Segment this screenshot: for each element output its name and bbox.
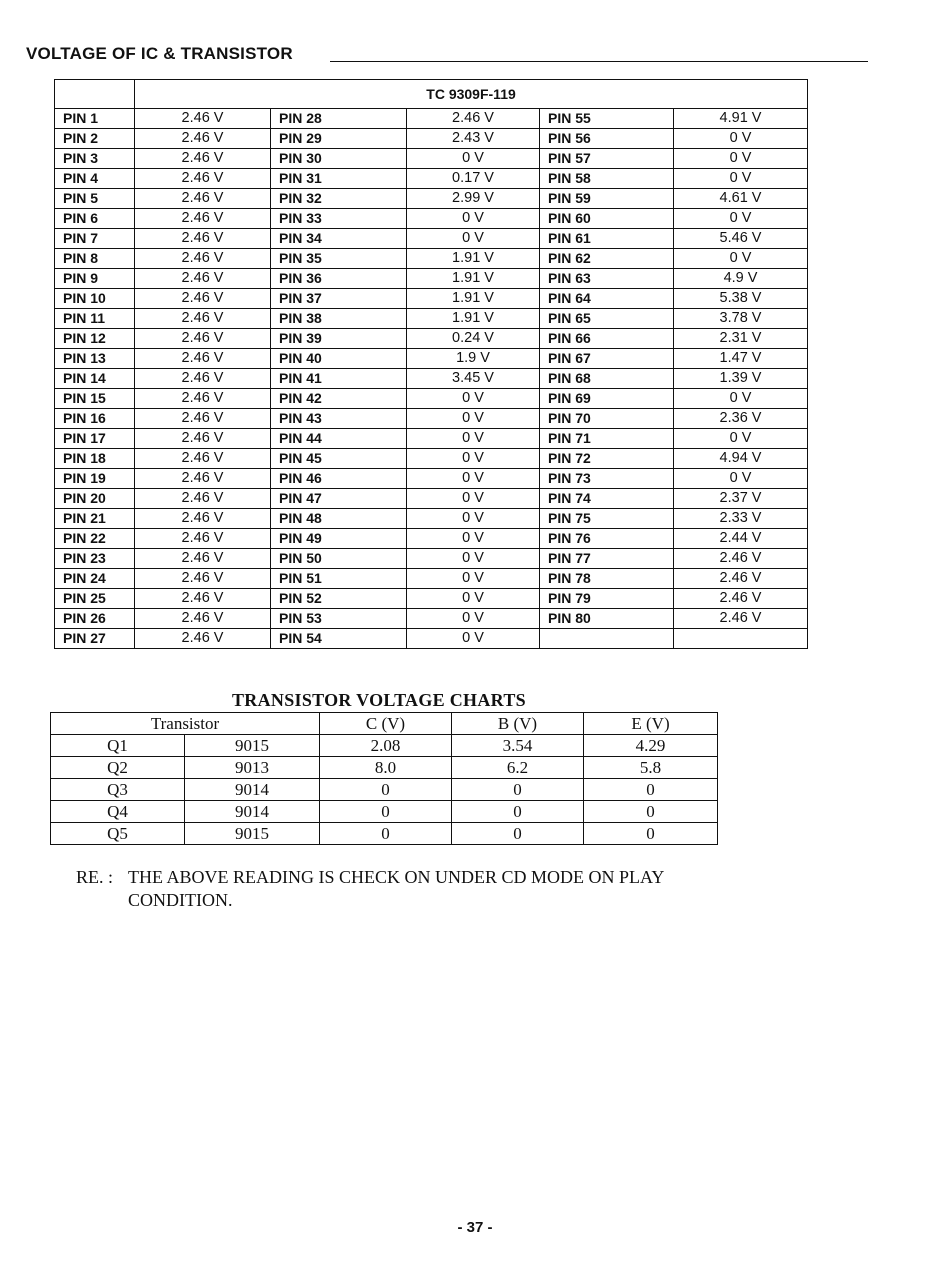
pin-voltage: 2.31 V xyxy=(674,329,808,349)
transistor-header-row xyxy=(51,713,718,735)
pin-voltage: 2.46 V xyxy=(135,289,271,309)
pin-voltage: 1.91 V xyxy=(407,269,540,289)
pin-voltage: 2.46 V xyxy=(674,589,808,609)
pin-label: PIN 39 xyxy=(271,329,407,349)
transistor-voltage-table xyxy=(50,712,718,845)
pin-voltage: 2.46 V xyxy=(135,489,271,509)
pin-voltage: 1.91 V xyxy=(407,309,540,329)
pin-label: PIN 52 xyxy=(271,589,407,609)
table-row xyxy=(55,209,808,229)
pin-voltage: 2.46 V xyxy=(135,129,271,149)
pin-label: PIN 11 xyxy=(55,309,135,329)
pin-label: PIN 1 xyxy=(55,109,135,129)
table-row xyxy=(55,489,808,509)
pin-voltage: 2.46 V xyxy=(135,469,271,489)
collector-voltage: 0 xyxy=(320,801,452,823)
pin-voltage: 2.46 V xyxy=(135,309,271,329)
pin-voltage: 0 V xyxy=(674,149,808,169)
pin-voltage: 2.46 V xyxy=(135,609,271,629)
pin-label: PIN 60 xyxy=(540,209,674,229)
pin-label: PIN 34 xyxy=(271,229,407,249)
pin-voltage: 0 V xyxy=(674,429,808,449)
pin-label: PIN 59 xyxy=(540,189,674,209)
note-line-1: THE ABOVE READING IS CHECK ON UNDER CD MODE ON PLAY xyxy=(128,867,665,887)
pin-label: PIN 57 xyxy=(540,149,674,169)
table-row xyxy=(55,629,808,649)
transistor-id: Q5 xyxy=(51,823,185,845)
pin-label: PIN 30 xyxy=(271,149,407,169)
table-row xyxy=(55,349,808,369)
table-row xyxy=(55,429,808,449)
pin-voltage: 0 V xyxy=(407,469,540,489)
pin-voltage: 0 V xyxy=(407,209,540,229)
pin-label: PIN 80 xyxy=(540,609,674,629)
pin-voltage: 3.45 V xyxy=(407,369,540,389)
pin-voltage: 2.46 V xyxy=(135,149,271,169)
table-row xyxy=(55,509,808,529)
pin-voltage: 5.46 V xyxy=(674,229,808,249)
pin-voltage: 2.46 V xyxy=(135,369,271,389)
pin-label: PIN 27 xyxy=(55,629,135,649)
pin-label: PIN 10 xyxy=(55,289,135,309)
pin-voltage xyxy=(674,629,808,649)
pin-voltage: 0 V xyxy=(407,229,540,249)
transistor-type: 9014 xyxy=(185,779,320,801)
pin-label: PIN 25 xyxy=(55,589,135,609)
pin-label: PIN 14 xyxy=(55,369,135,389)
table-row xyxy=(51,735,718,757)
pin-label: PIN 33 xyxy=(271,209,407,229)
pin-label: PIN 43 xyxy=(271,409,407,429)
table-row xyxy=(55,609,808,629)
table-row xyxy=(55,289,808,309)
ic-table-corner-cell xyxy=(55,80,135,109)
table-row xyxy=(55,549,808,569)
table-row xyxy=(55,329,808,349)
pin-label: PIN 68 xyxy=(540,369,674,389)
pin-voltage: 1.91 V xyxy=(407,289,540,309)
pin-label: PIN 38 xyxy=(271,309,407,329)
pin-label: PIN 77 xyxy=(540,549,674,569)
pin-label: PIN 44 xyxy=(271,429,407,449)
pin-voltage: 2.46 V xyxy=(407,109,540,129)
pin-voltage: 0 V xyxy=(674,169,808,189)
pin-label: PIN 9 xyxy=(55,269,135,289)
pin-label: PIN 37 xyxy=(271,289,407,309)
pin-voltage: 0 V xyxy=(674,129,808,149)
base-voltage: 0 xyxy=(452,801,584,823)
table-row xyxy=(51,801,718,823)
table-row xyxy=(55,309,808,329)
pin-voltage: 2.46 V xyxy=(135,449,271,469)
pin-voltage: 0.17 V xyxy=(407,169,540,189)
pin-label: PIN 35 xyxy=(271,249,407,269)
pin-label: PIN 78 xyxy=(540,569,674,589)
pin-voltage: 0 V xyxy=(407,429,540,449)
table-row xyxy=(55,569,808,589)
pin-voltage: 1.39 V xyxy=(674,369,808,389)
collector-voltage: 8.0 xyxy=(320,757,452,779)
pin-label: PIN 5 xyxy=(55,189,135,209)
page-number: - 37 - xyxy=(457,1219,493,1236)
transistor-type: 9014 xyxy=(185,801,320,823)
pin-voltage: 2.46 V xyxy=(135,209,271,229)
pin-label: PIN 19 xyxy=(55,469,135,489)
table-row xyxy=(51,757,718,779)
title-rule xyxy=(330,61,868,62)
pin-voltage: 0 V xyxy=(407,389,540,409)
pin-voltage: 2.46 V xyxy=(135,429,271,449)
pin-label: PIN 45 xyxy=(271,449,407,469)
pin-label: PIN 75 xyxy=(540,509,674,529)
pin-voltage: 2.46 V xyxy=(674,549,808,569)
base-voltage: 6.2 xyxy=(452,757,584,779)
ic-chip-name: TC 9309F-119 xyxy=(135,80,808,109)
pin-voltage: 2.46 V xyxy=(135,529,271,549)
pin-label: PIN 6 xyxy=(55,209,135,229)
pin-voltage: 0 V xyxy=(407,629,540,649)
emitter-voltage: 0 xyxy=(584,801,718,823)
pin-voltage: 1.91 V xyxy=(407,249,540,269)
pin-voltage: 4.9 V xyxy=(674,269,808,289)
pin-label: PIN 46 xyxy=(271,469,407,489)
pin-label: PIN 66 xyxy=(540,329,674,349)
pin-label: PIN 48 xyxy=(271,509,407,529)
pin-label xyxy=(540,629,674,649)
pin-voltage: 0 V xyxy=(407,529,540,549)
pin-label: PIN 65 xyxy=(540,309,674,329)
emitter-voltage: 0 xyxy=(584,823,718,845)
pin-voltage: 0 V xyxy=(674,389,808,409)
table-row xyxy=(55,449,808,469)
pin-label: PIN 4 xyxy=(55,169,135,189)
ic-voltage-table xyxy=(54,79,808,649)
pin-label: PIN 36 xyxy=(271,269,407,289)
transistor-type: 9015 xyxy=(185,735,320,757)
pin-voltage: 2.46 V xyxy=(674,609,808,629)
pin-voltage: 2.46 V xyxy=(135,169,271,189)
emitter-voltage: 4.29 xyxy=(584,735,718,757)
pin-label: PIN 32 xyxy=(271,189,407,209)
pin-voltage: 1.9 V xyxy=(407,349,540,369)
pin-label: PIN 54 xyxy=(271,629,407,649)
pin-label: PIN 70 xyxy=(540,409,674,429)
pin-label: PIN 2 xyxy=(55,129,135,149)
table-row xyxy=(55,469,808,489)
pin-label: PIN 62 xyxy=(540,249,674,269)
transistor-id: Q4 xyxy=(51,801,185,823)
pin-voltage: 0 V xyxy=(407,449,540,469)
table-row xyxy=(55,409,808,429)
pin-voltage: 2.46 V xyxy=(135,349,271,369)
pin-label: PIN 12 xyxy=(55,329,135,349)
table-row xyxy=(55,169,808,189)
table-row xyxy=(51,823,718,845)
table-row xyxy=(55,109,808,129)
pin-voltage: 0 V xyxy=(407,509,540,529)
pin-label: PIN 13 xyxy=(55,349,135,369)
pin-label: PIN 7 xyxy=(55,229,135,249)
pin-voltage: 0 V xyxy=(674,249,808,269)
pin-voltage: 0 V xyxy=(407,609,540,629)
pin-voltage: 2.46 V xyxy=(674,569,808,589)
table-row xyxy=(55,529,808,549)
pin-label: PIN 18 xyxy=(55,449,135,469)
pin-voltage: 2.46 V xyxy=(135,329,271,349)
pin-label: PIN 69 xyxy=(540,389,674,409)
table-row xyxy=(51,779,718,801)
pin-label: PIN 47 xyxy=(271,489,407,509)
pin-label: PIN 22 xyxy=(55,529,135,549)
pin-voltage: 5.38 V xyxy=(674,289,808,309)
pin-label: PIN 71 xyxy=(540,429,674,449)
pin-voltage: 2.46 V xyxy=(135,109,271,129)
pin-label: PIN 79 xyxy=(540,589,674,609)
header-emitter: E (V) xyxy=(584,713,718,735)
pin-voltage: 2.37 V xyxy=(674,489,808,509)
pin-voltage: 0 V xyxy=(407,409,540,429)
pin-label: PIN 53 xyxy=(271,609,407,629)
pin-label: PIN 51 xyxy=(271,569,407,589)
pin-label: PIN 23 xyxy=(55,549,135,569)
pin-voltage: 2.33 V xyxy=(674,509,808,529)
collector-voltage: 0 xyxy=(320,779,452,801)
pin-voltage: 0 V xyxy=(674,469,808,489)
pin-voltage: 0 V xyxy=(674,209,808,229)
note xyxy=(76,866,664,912)
pin-label: PIN 21 xyxy=(55,509,135,529)
note-label: RE. : xyxy=(76,867,114,887)
pin-label: PIN 74 xyxy=(540,489,674,509)
pin-label: PIN 15 xyxy=(55,389,135,409)
pin-voltage: 2.43 V xyxy=(407,129,540,149)
pin-label: PIN 3 xyxy=(55,149,135,169)
pin-label: PIN 50 xyxy=(271,549,407,569)
pin-label: PIN 24 xyxy=(55,569,135,589)
pin-voltage: 0 V xyxy=(407,489,540,509)
pin-voltage: 0 V xyxy=(407,569,540,589)
pin-label: PIN 73 xyxy=(540,469,674,489)
pin-voltage: 0 V xyxy=(407,589,540,609)
pin-label: PIN 56 xyxy=(540,129,674,149)
pin-voltage: 3.78 V xyxy=(674,309,808,329)
header-base: B (V) xyxy=(452,713,584,735)
pin-voltage: 2.46 V xyxy=(135,569,271,589)
collector-voltage: 2.08 xyxy=(320,735,452,757)
pin-label: PIN 26 xyxy=(55,609,135,629)
page-title: VOLTAGE OF IC & TRANSISTOR xyxy=(26,44,293,63)
pin-voltage: 0.24 V xyxy=(407,329,540,349)
pin-voltage: 2.46 V xyxy=(135,629,271,649)
transistor-table-title: TRANSISTOR VOLTAGE CHARTS xyxy=(232,690,526,710)
pin-voltage: 2.46 V xyxy=(135,229,271,249)
table-row xyxy=(55,269,808,289)
pin-voltage: 4.94 V xyxy=(674,449,808,469)
pin-label: PIN 49 xyxy=(271,529,407,549)
pin-label: PIN 58 xyxy=(540,169,674,189)
pin-voltage: 4.61 V xyxy=(674,189,808,209)
pin-label: PIN 72 xyxy=(540,449,674,469)
pin-label: PIN 8 xyxy=(55,249,135,269)
pin-label: PIN 63 xyxy=(540,269,674,289)
transistor-id: Q2 xyxy=(51,757,185,779)
table-row xyxy=(55,149,808,169)
pin-label: PIN 28 xyxy=(271,109,407,129)
pin-voltage: 0 V xyxy=(407,549,540,569)
table-row xyxy=(55,229,808,249)
pin-voltage: 2.44 V xyxy=(674,529,808,549)
pin-voltage: 2.46 V xyxy=(135,409,271,429)
note-line-2: CONDITION. xyxy=(128,890,233,910)
pin-voltage: 2.46 V xyxy=(135,389,271,409)
pin-voltage: 2.46 V xyxy=(135,189,271,209)
pin-label: PIN 29 xyxy=(271,129,407,149)
pin-voltage: 2.36 V xyxy=(674,409,808,429)
pin-voltage: 4.91 V xyxy=(674,109,808,129)
pin-voltage: 0 V xyxy=(407,149,540,169)
header-transistor: Transistor xyxy=(51,713,320,735)
pin-label: PIN 55 xyxy=(540,109,674,129)
pin-voltage: 2.46 V xyxy=(135,249,271,269)
base-voltage: 3.54 xyxy=(452,735,584,757)
pin-label: PIN 20 xyxy=(55,489,135,509)
table-row xyxy=(55,389,808,409)
pin-voltage: 2.46 V xyxy=(135,269,271,289)
pin-voltage: 1.47 V xyxy=(674,349,808,369)
pin-label: PIN 61 xyxy=(540,229,674,249)
emitter-voltage: 5.8 xyxy=(584,757,718,779)
pin-voltage: 2.46 V xyxy=(135,589,271,609)
collector-voltage: 0 xyxy=(320,823,452,845)
pin-label: PIN 40 xyxy=(271,349,407,369)
pin-label: PIN 42 xyxy=(271,389,407,409)
table-row xyxy=(55,589,808,609)
pin-label: PIN 41 xyxy=(271,369,407,389)
pin-label: PIN 64 xyxy=(540,289,674,309)
transistor-type: 9013 xyxy=(185,757,320,779)
pin-label: PIN 16 xyxy=(55,409,135,429)
pin-label: PIN 67 xyxy=(540,349,674,369)
ic-table-header-row xyxy=(55,80,808,109)
header-collector: C (V) xyxy=(320,713,452,735)
base-voltage: 0 xyxy=(452,779,584,801)
transistor-type: 9015 xyxy=(185,823,320,845)
pin-voltage: 2.46 V xyxy=(135,549,271,569)
emitter-voltage: 0 xyxy=(584,779,718,801)
transistor-id: Q3 xyxy=(51,779,185,801)
pin-voltage: 2.99 V xyxy=(407,189,540,209)
pin-voltage: 2.46 V xyxy=(135,509,271,529)
table-row xyxy=(55,369,808,389)
table-row xyxy=(55,249,808,269)
base-voltage: 0 xyxy=(452,823,584,845)
pin-label: PIN 17 xyxy=(55,429,135,449)
transistor-id: Q1 xyxy=(51,735,185,757)
pin-label: PIN 31 xyxy=(271,169,407,189)
table-row xyxy=(55,189,808,209)
pin-label: PIN 76 xyxy=(540,529,674,549)
table-row xyxy=(55,129,808,149)
